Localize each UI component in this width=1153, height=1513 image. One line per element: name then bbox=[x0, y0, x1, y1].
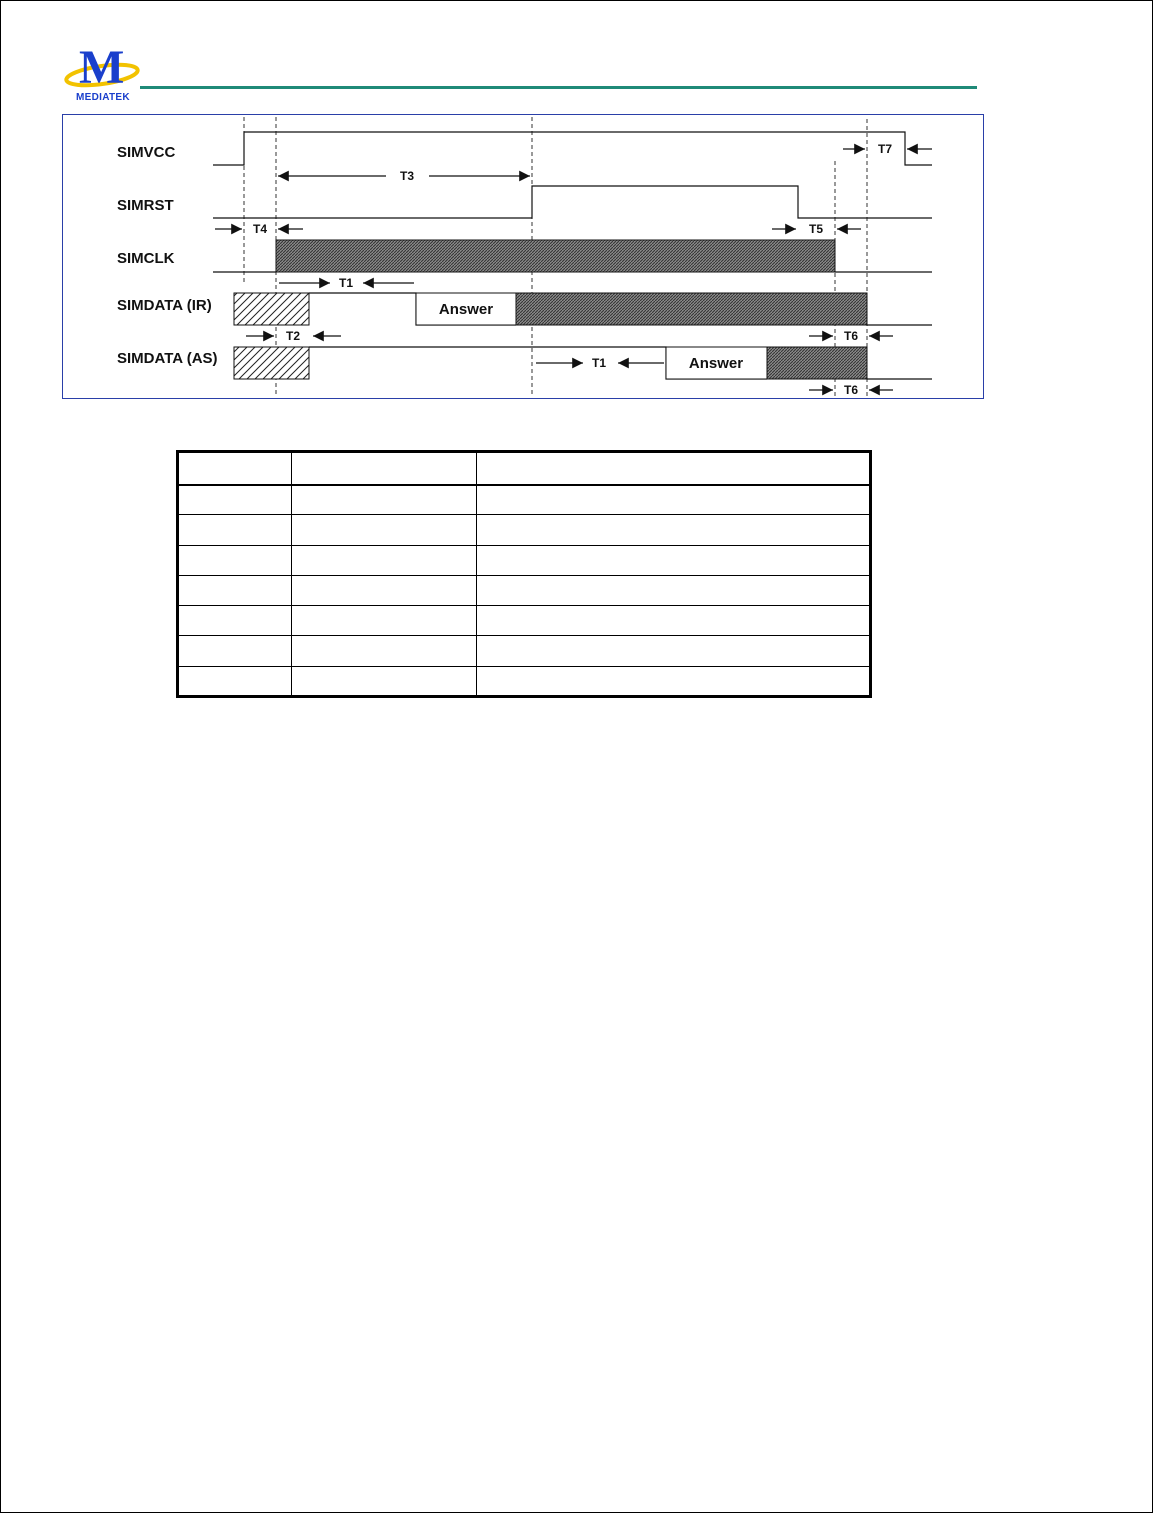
table-row bbox=[178, 515, 871, 545]
table-row bbox=[178, 545, 871, 575]
table-header-cell bbox=[476, 452, 870, 485]
table-row bbox=[178, 606, 871, 636]
table-cell bbox=[476, 606, 870, 636]
waveform-simvcc bbox=[213, 132, 932, 165]
signal-label-simrst: SIMRST bbox=[117, 197, 174, 214]
table-row bbox=[178, 485, 871, 515]
table-cell bbox=[476, 575, 870, 605]
table-cell bbox=[178, 485, 292, 515]
signal-label-simclk: SIMCLK bbox=[117, 250, 175, 267]
table-cell bbox=[178, 636, 292, 666]
timing-parameter-table bbox=[176, 450, 872, 698]
table-cell bbox=[476, 545, 870, 575]
signal-label-simdata-ir: SIMDATA (IR) bbox=[117, 297, 212, 314]
table-cell bbox=[291, 636, 476, 666]
table-cell bbox=[291, 666, 476, 696]
sim-timing-diagram bbox=[62, 114, 984, 399]
table-cell bbox=[178, 575, 292, 605]
table-cell bbox=[178, 666, 292, 696]
t4-label: T4 bbox=[252, 222, 268, 236]
table-cell bbox=[291, 485, 476, 515]
table-header-cell bbox=[291, 452, 476, 485]
header-rule bbox=[140, 86, 977, 89]
t5-label: T5 bbox=[808, 222, 824, 236]
ir-data-block bbox=[516, 293, 867, 325]
signal-label-simdata-as: SIMDATA (AS) bbox=[117, 350, 218, 367]
table-cell bbox=[476, 515, 870, 545]
table-cell bbox=[178, 545, 292, 575]
t2-label: T2 bbox=[285, 329, 301, 343]
t3-label: T3 bbox=[399, 169, 415, 183]
table-cell bbox=[178, 606, 292, 636]
as-answer-label: Answer bbox=[688, 355, 744, 372]
as-data-block bbox=[767, 347, 867, 379]
table-cell bbox=[178, 515, 292, 545]
table-header-row bbox=[178, 452, 871, 485]
t1-ir-label: T1 bbox=[338, 276, 354, 290]
timing-svg bbox=[63, 115, 985, 400]
t7-label: T7 bbox=[877, 142, 893, 156]
table-cell bbox=[291, 575, 476, 605]
t6-as-label: T6 bbox=[843, 383, 859, 397]
t1-as-label: T1 bbox=[591, 356, 607, 370]
table-header-cell bbox=[178, 452, 292, 485]
ir-answer-label: Answer bbox=[438, 301, 494, 318]
table-cell bbox=[291, 515, 476, 545]
waveform-simclk-clock bbox=[276, 240, 835, 272]
table-cell bbox=[476, 636, 870, 666]
table-cell bbox=[476, 666, 870, 696]
as-undefined-block bbox=[234, 347, 309, 379]
table-cell bbox=[476, 485, 870, 515]
waveform-simrst bbox=[213, 186, 932, 218]
logo-mark: M bbox=[79, 41, 125, 94]
table-cell bbox=[291, 545, 476, 575]
table-cell bbox=[291, 606, 476, 636]
signal-label-simvcc: SIMVCC bbox=[117, 144, 176, 161]
logo-text: MEDIATEK bbox=[76, 92, 130, 103]
mediatek-logo bbox=[62, 41, 144, 104]
t6-ir-label: T6 bbox=[843, 329, 859, 343]
ir-undefined-block bbox=[234, 293, 309, 325]
table-row bbox=[178, 666, 871, 696]
table-row bbox=[178, 636, 871, 666]
table-row bbox=[178, 575, 871, 605]
